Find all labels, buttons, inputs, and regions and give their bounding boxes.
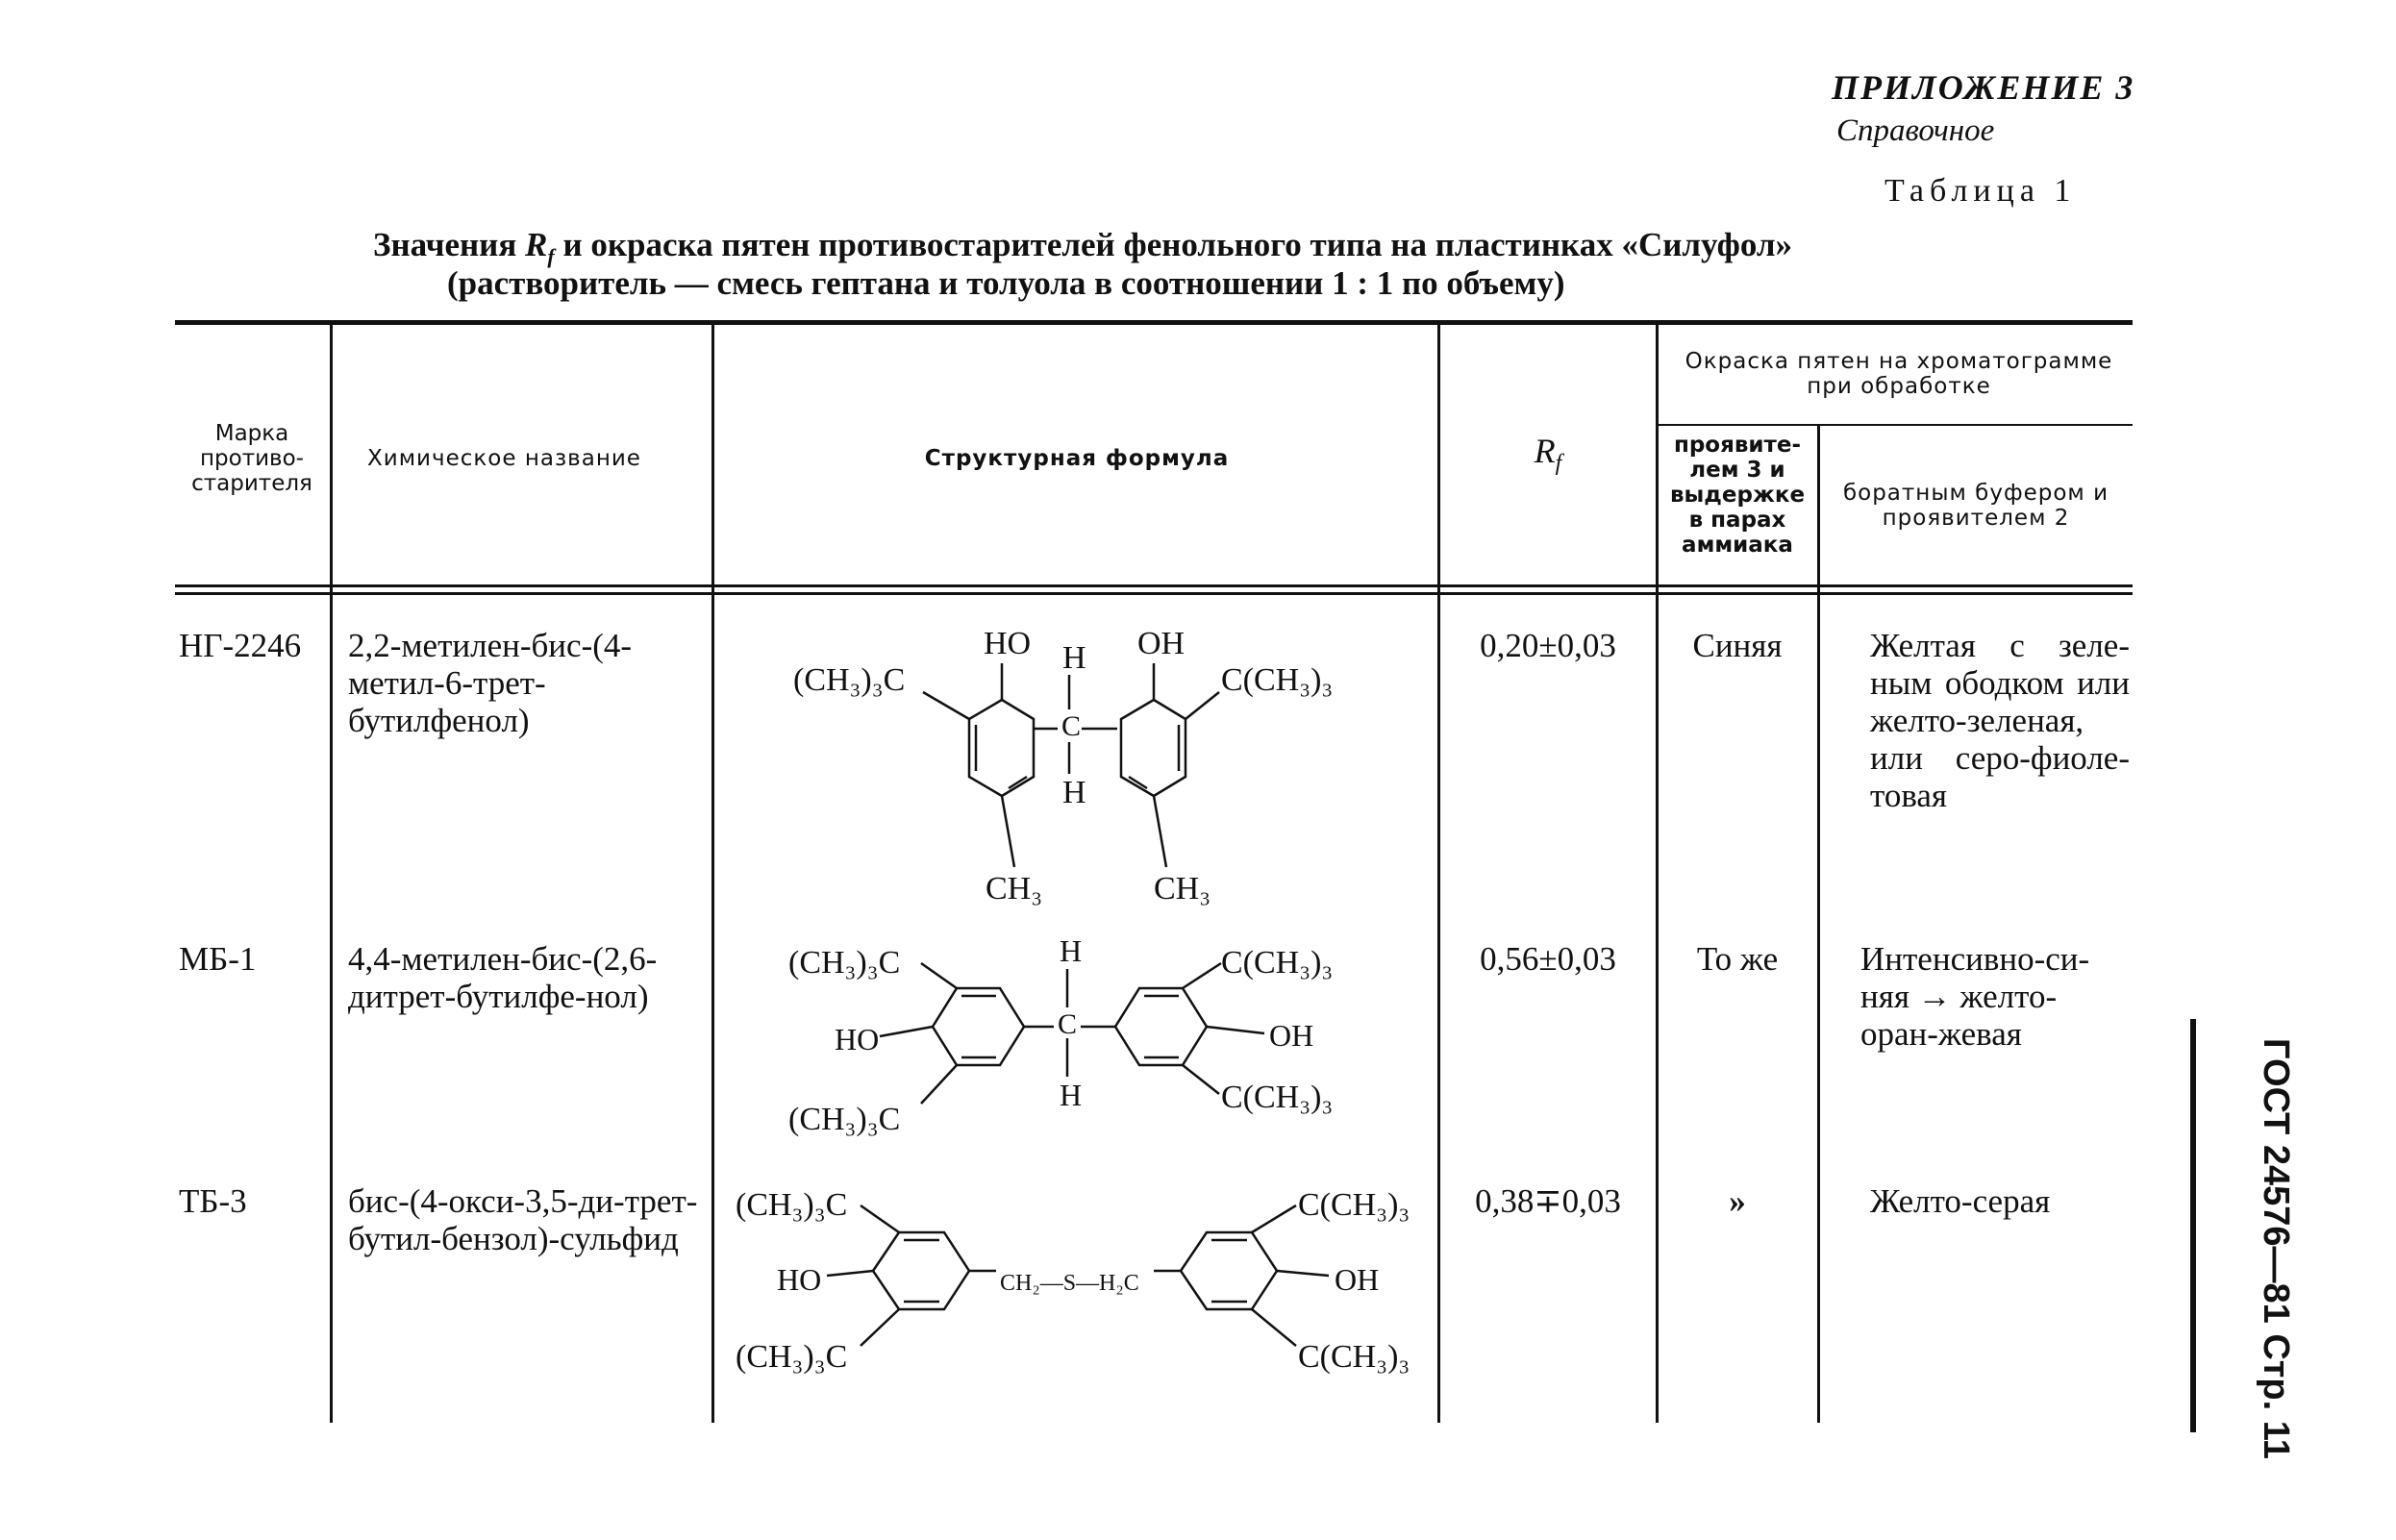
row3-color-borate: Желто-серая — [1870, 1182, 2051, 1220]
appendix-subtitle: Справочное — [1836, 113, 1995, 148]
header-rf-letter: R — [1534, 432, 1556, 470]
table-caption-line2: (растворитель — смесь гептана и толуола в соотношении 1 : 1 по объему) — [447, 264, 1565, 302]
row2-formula-bl: (CH₃)₃C — [788, 1102, 901, 1137]
row3-formula-ho: HO — [777, 1262, 822, 1297]
row1-rf: 0,20±0,03 — [1480, 627, 1616, 664]
col-divider-2 — [711, 325, 714, 1423]
row3-brand: ТБ-3 — [179, 1182, 247, 1220]
row3-structural-formula — [731, 1175, 1442, 1386]
color-group-rule — [1659, 424, 2133, 426]
row3-formula-bl: (CH₃)₃C — [736, 1339, 848, 1375]
row1-formula-ch3-right: CH₃ — [1154, 871, 1211, 907]
caption-text-2: и окраска пятен противостарителей фенольного типа на пластинках «Силуфол» — [554, 226, 1793, 263]
row1-brand: НГ-2246 — [179, 627, 302, 664]
row2-formula-ho: HO — [835, 1022, 880, 1056]
row3-formula-tr: C(CH₃)₃ — [1298, 1187, 1410, 1223]
row2-formula-oh: OH — [1269, 1018, 1314, 1053]
row2-formula-tl: (CH₃)₃C — [788, 945, 901, 981]
col-divider-1 — [330, 325, 333, 1423]
appendix-title: ПРИЛОЖЕНИЕ 3 — [1832, 68, 2135, 107]
row2-color-dev3: То же — [1696, 940, 1779, 978]
caption-rf-sub: f — [547, 244, 555, 268]
row2-formula-h-bot: H — [1060, 1078, 1083, 1112]
row2-color-borate: Интенсивно-си-няя → желто-оран-жевая — [1860, 940, 2090, 1053]
caption-rf: R — [525, 226, 548, 263]
row1-formula-right-group: C(CH₃)₃ — [1221, 662, 1334, 698]
row3-color-dev3: » — [1729, 1182, 1746, 1220]
row1-structural-formula — [769, 615, 1423, 923]
header-chem-name: Химическое название — [367, 446, 641, 471]
row3-formula-br: C(CH₃)₃ — [1298, 1339, 1410, 1375]
row2-brand: МБ-1 — [179, 940, 257, 978]
header-color-dev3: проявите-лем 3 и выдержке в парах аммиака — [1669, 433, 1806, 558]
row2-structural-formula — [769, 932, 1423, 1144]
row1-formula-left-group: (CH₃)₃C — [793, 662, 906, 698]
row3-formula-tl: (CH₃)₃C — [736, 1187, 848, 1223]
row2-formula-c: C — [1058, 1008, 1078, 1040]
table-caption-line1 — [373, 226, 1792, 269]
col-divider-5 — [1817, 426, 1820, 1423]
row1-formula-h-bot: H — [1062, 775, 1086, 810]
row1-formula-h-top: H — [1062, 640, 1086, 676]
row2-chem-name: 4,4-метилен-бис-(2,6-дитрет-бутилфе-нол) — [348, 940, 658, 1015]
row3-chem-name: бис-(4-окси-3,5-ди-трет-бутил-бензол)-сульфид — [348, 1182, 698, 1257]
row1-chem-name: 2,2-метилен-бис-(4-метил-6-трет-бутилфенол) — [348, 627, 633, 739]
side-footer-bar — [2190, 1019, 2196, 1432]
col-divider-4 — [1656, 325, 1659, 1423]
row1-color-dev3: Синяя — [1692, 627, 1783, 664]
row1-formula-ch3-left: CH₃ — [986, 871, 1043, 907]
row3-rf: 0,38∓0,03 — [1475, 1182, 1621, 1220]
header-brand: Марка противо-старителя — [191, 421, 312, 496]
table-top-rule — [175, 320, 2133, 325]
header-bottom-rule-2 — [175, 592, 2133, 595]
row2-formula-br: C(CH₃)₃ — [1221, 1080, 1334, 1115]
caption-text: Значения — [373, 226, 526, 263]
header-color-borate: боратным буфером и проявителем 2 — [1842, 481, 2109, 531]
header-color-group: Окраска пятен на хроматограмме при обработке — [1685, 349, 2113, 399]
header-formula: Структурная формула — [924, 446, 1230, 471]
header-rf — [1442, 432, 1654, 477]
row2-formula-tr: C(CH₃)₃ — [1221, 945, 1334, 981]
header-rf-sub: f — [1555, 451, 1562, 477]
row1-formula-oh: OH — [1137, 626, 1186, 661]
row2-formula-h-top: H — [1060, 933, 1083, 968]
header-bottom-rule-1 — [175, 584, 2133, 587]
row2-rf: 0,56±0,03 — [1480, 940, 1616, 978]
table-number: Таблица 1 — [1884, 173, 2077, 209]
row1-formula-ho: HO — [984, 626, 1032, 661]
row1-color-borate: Желтая с зеле-ным ободком или желто-зеленая, или серо-фиоле-товая — [1870, 627, 2130, 814]
side-footer-gost: ГОСТ 24576—81 Стр. 11 — [2256, 1038, 2296, 1459]
row1-formula-c: C — [1061, 710, 1082, 742]
row3-formula-oh: OH — [1335, 1262, 1380, 1297]
row3-formula-bridge: CH₂—S—H₂C — [1000, 1271, 1139, 1296]
